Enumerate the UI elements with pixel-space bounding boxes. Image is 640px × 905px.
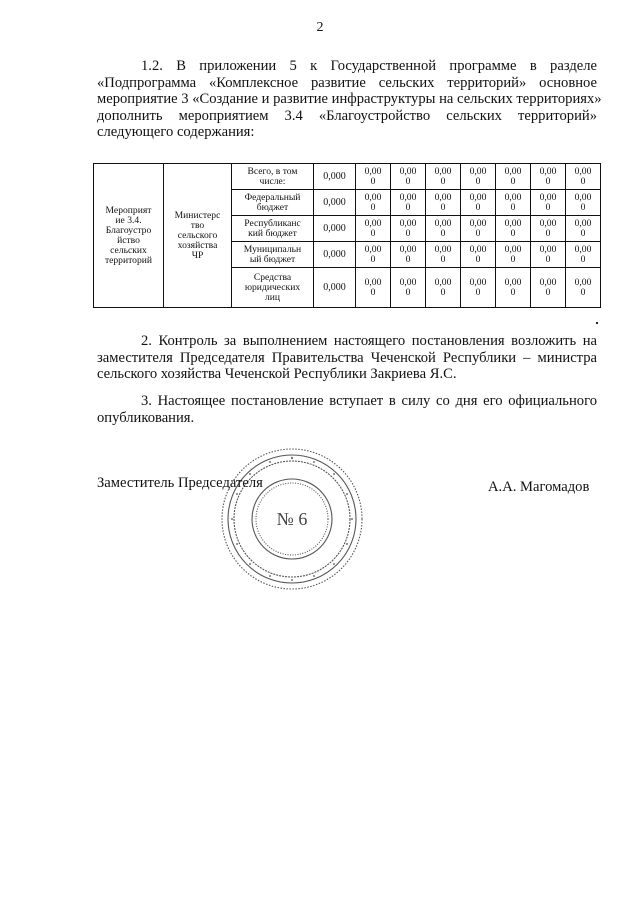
year-value-cell: 0,00 0 bbox=[496, 190, 531, 216]
year-value-cell: 0,00 0 bbox=[566, 268, 601, 308]
paragraph-line: заместителя Председателя Правительства Чеченской Республики – министра bbox=[97, 349, 597, 366]
paragraph-line: следующего содержания: bbox=[97, 124, 255, 141]
year-value-cell: 0,00 0 bbox=[391, 242, 426, 268]
year-value-cell: 0,00 0 bbox=[566, 242, 601, 268]
year-value-cell: 0,00 0 bbox=[426, 268, 461, 308]
year-value-cell: 0,00 0 bbox=[391, 268, 426, 308]
year-value-cell: 0,00 0 bbox=[356, 242, 391, 268]
year-value-cell: 0,00 0 bbox=[426, 242, 461, 268]
paragraph-line: 3. Настоящее постановление вступает в силу со дня его официального bbox=[141, 393, 597, 409]
signatory-name: А.А. Магомадов bbox=[488, 479, 590, 495]
year-value-cell: 0,00 0 bbox=[426, 216, 461, 242]
source-cell: Средства юридических лиц bbox=[232, 268, 314, 308]
year-value-cell: 0,00 0 bbox=[496, 216, 531, 242]
executor-cell: Министерс тво сельского хозяйства ЧР bbox=[164, 164, 232, 308]
total-cell: 0,000 bbox=[314, 242, 356, 268]
source-cell: Республиканс кий бюджет bbox=[232, 216, 314, 242]
year-value-cell: 0,00 0 bbox=[461, 190, 496, 216]
stray-mark bbox=[596, 322, 598, 324]
seal-number: № 6 bbox=[276, 509, 308, 529]
total-cell: 0,000 bbox=[314, 190, 356, 216]
measure-cell: Мероприят ие 3.4. Благоустро йство сельских территорий bbox=[94, 164, 164, 308]
year-value-cell: 0,00 0 bbox=[496, 268, 531, 308]
paragraph-2 bbox=[97, 333, 597, 383]
year-value-cell: 0,00 0 bbox=[356, 190, 391, 216]
paragraph-line: 1.2. В приложении 5 к Государственной программе в разделе bbox=[141, 58, 597, 74]
source-cell: Муниципальн ый бюджет bbox=[232, 242, 314, 268]
year-value-cell: 0,00 0 bbox=[356, 268, 391, 308]
year-value-cell: 0,00 0 bbox=[531, 164, 566, 190]
paragraph-1-2 bbox=[97, 58, 602, 141]
year-value-cell: 0,00 0 bbox=[531, 242, 566, 268]
financing-table bbox=[93, 163, 601, 308]
paragraph-line: сельского хозяйства Чеченской Республики Закриева Я.С. bbox=[97, 366, 457, 383]
year-value-cell: 0,00 0 bbox=[426, 190, 461, 216]
signatory-position: Заместитель Председателя bbox=[97, 475, 263, 491]
paragraph-line: опубликования. bbox=[97, 409, 195, 426]
year-value-cell: 0,00 0 bbox=[566, 216, 601, 242]
year-value-cell: 0,00 0 bbox=[531, 268, 566, 308]
year-value-cell: 0,00 0 bbox=[531, 190, 566, 216]
year-value-cell: 0,00 0 bbox=[461, 164, 496, 190]
year-value-cell: 0,00 0 bbox=[391, 164, 426, 190]
source-cell: Всего, в том числе: bbox=[232, 164, 314, 190]
paragraph-line: «Подпрограмма «Комплексное развитие сельских территорий» основное bbox=[97, 74, 597, 91]
year-value-cell: 0,00 0 bbox=[566, 164, 601, 190]
year-value-cell: 0,00 0 bbox=[391, 216, 426, 242]
page-number: 2 bbox=[316, 20, 324, 35]
year-value-cell: 0,00 0 bbox=[356, 164, 391, 190]
total-cell: 0,000 bbox=[314, 216, 356, 242]
year-value-cell: 0,00 0 bbox=[356, 216, 391, 242]
year-value-cell: 0,00 0 bbox=[461, 242, 496, 268]
paragraph-line: дополнить мероприятием 3.4 «Благоустройство сельских территорий» bbox=[97, 107, 597, 124]
paragraph-line: 2. Контроль за выполнением настоящего постановления возложить на bbox=[141, 333, 597, 349]
total-cell: 0,000 bbox=[314, 164, 356, 190]
total-cell: 0,000 bbox=[314, 268, 356, 308]
year-value-cell: 0,00 0 bbox=[426, 164, 461, 190]
year-value-cell: 0,00 0 bbox=[566, 190, 601, 216]
year-value-cell: 0,00 0 bbox=[496, 164, 531, 190]
paragraph-line: мероприятие 3 «Создание и развитие инфраструктуры на сельских территориях» bbox=[97, 91, 602, 108]
paragraph-3 bbox=[97, 393, 597, 426]
year-value-cell: 0,00 0 bbox=[391, 190, 426, 216]
year-value-cell: 0,00 0 bbox=[496, 242, 531, 268]
year-value-cell: 0,00 0 bbox=[531, 216, 566, 242]
year-value-cell: 0,00 0 bbox=[461, 216, 496, 242]
year-value-cell: 0,00 0 bbox=[461, 268, 496, 308]
official-seal bbox=[219, 446, 365, 592]
source-cell: Федеральный бюджет bbox=[232, 190, 314, 216]
